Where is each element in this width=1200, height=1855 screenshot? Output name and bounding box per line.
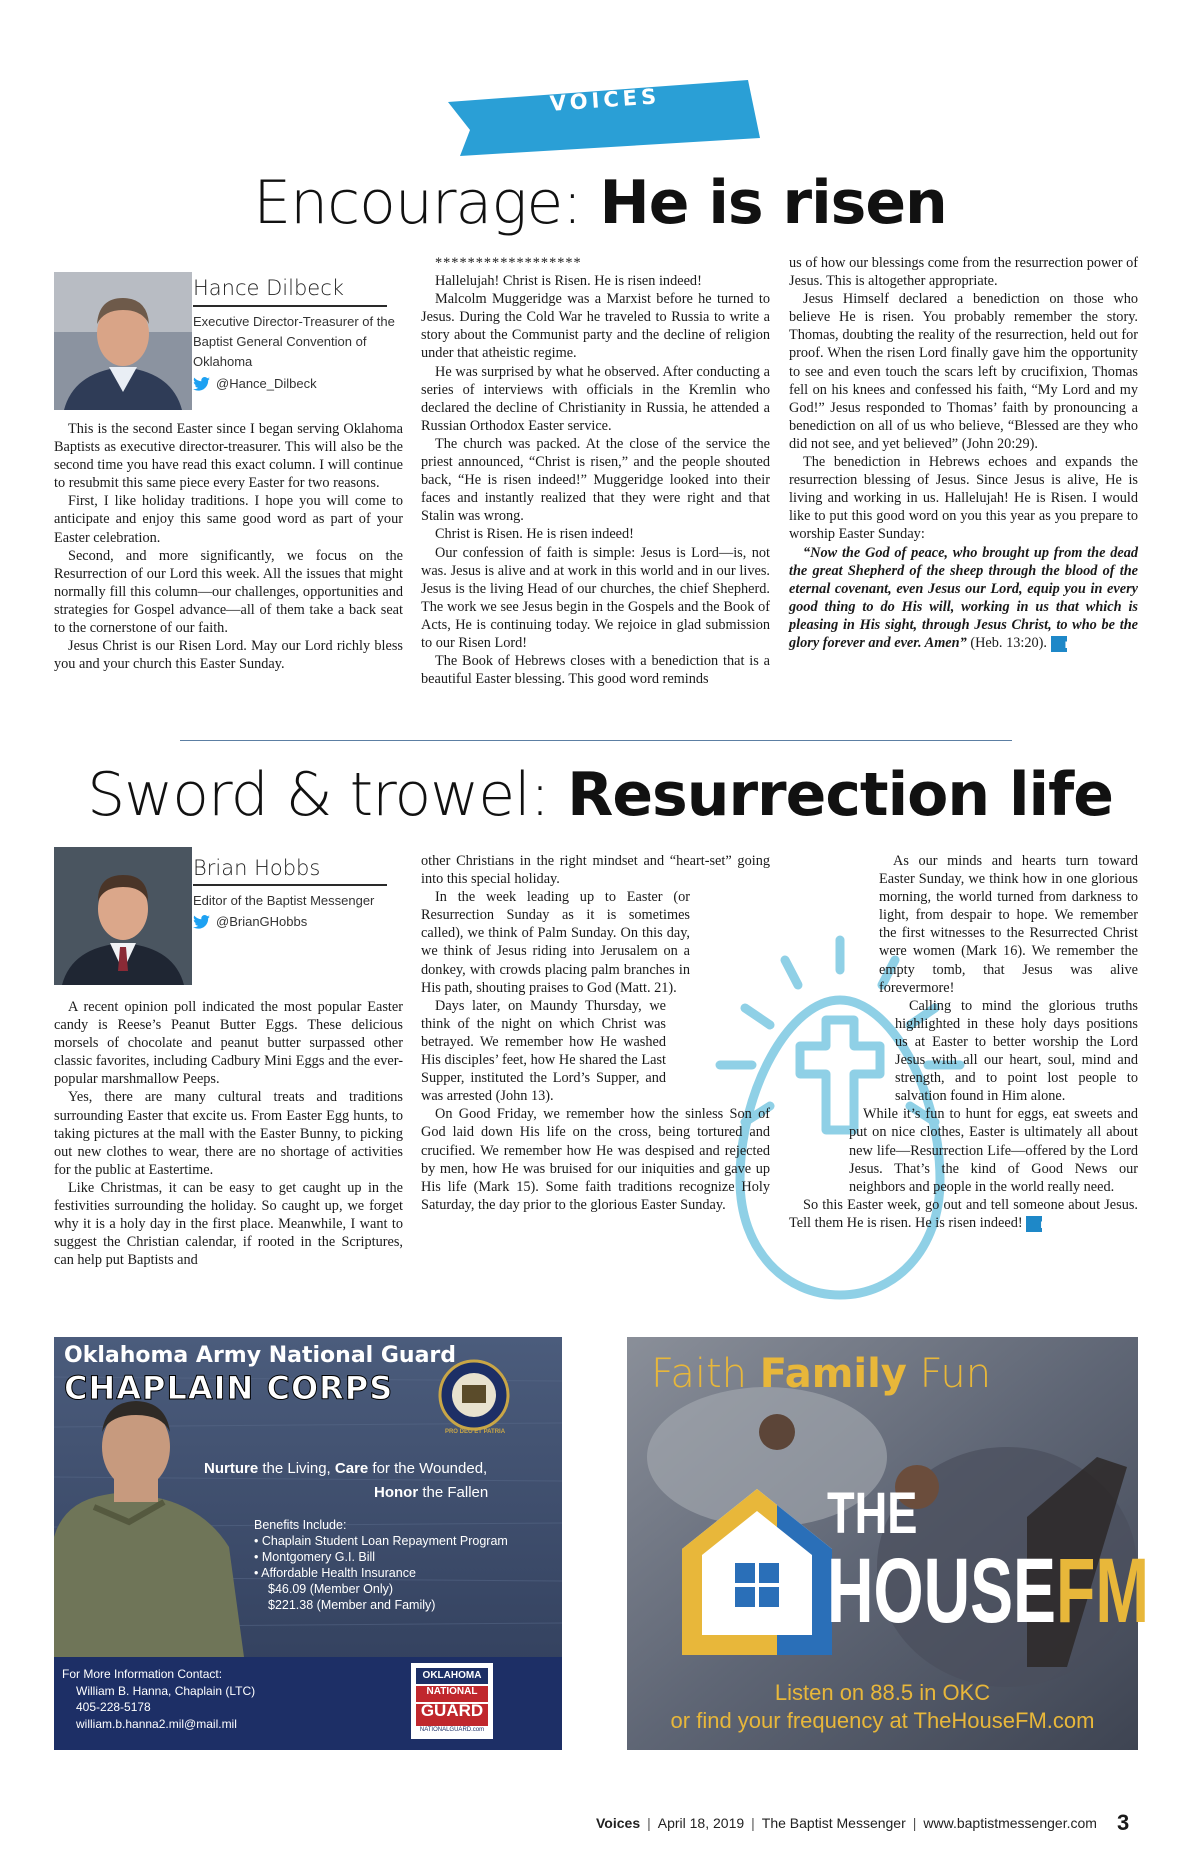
paragraph: Second, and more significantly, we focus on the Resurrection of our Lord this week. All the issues that might normally fill this column—our challenges, opportunities and strategies for Gospel advance—all of them take a back seat to the cornerstone of our faith. xyxy=(54,547,403,637)
footer-date: April 18, 2019 xyxy=(657,1815,745,1831)
article1-column3 xyxy=(789,254,1138,652)
ad-house-brand xyxy=(827,1540,1150,1642)
article1-column2 xyxy=(421,254,770,688)
endmark-icon: m xyxy=(1051,636,1067,652)
ad-guard-logo xyxy=(416,1668,488,1722)
author1-twitter-handle: @Hance_Dilbeck xyxy=(216,376,317,391)
ad-guard-header1: Oklahoma Army National Guard xyxy=(64,1343,457,1368)
article2-headline xyxy=(0,760,1200,830)
benefit-item: $46.09 (Member Only) xyxy=(268,1582,394,1596)
ad-house-listen xyxy=(627,1679,1138,1735)
article1-headline-bold: He is risen xyxy=(599,168,947,238)
logo-line: NATIONAL xyxy=(426,1686,478,1697)
paragraph: other Christians in the right mindset and “heart-set” going into this special holiday. xyxy=(421,853,770,888)
paragraph: Days later, on Maundy Thursday, we think of the night on which Christ was betrayed. We remember how He washed His disciples’ feet, how He shared the Last Supper, instituted the Lord’s Supper, and was arrested (John 13). xyxy=(421,997,666,1105)
brand-house: HOUSE xyxy=(827,1540,1057,1642)
tag-care: Care xyxy=(334,1460,369,1477)
twitter-icon xyxy=(193,915,210,929)
separator-asterisks: ****************** xyxy=(435,255,582,271)
article2-headline-bold: Resurrection life xyxy=(567,760,1113,830)
benefit-item: $221.38 (Member and Family) xyxy=(268,1598,436,1612)
logo-line: OKLAHOMA xyxy=(422,1670,482,1681)
tag-honor: Honor xyxy=(374,1484,419,1501)
author2-twitter[interactable] xyxy=(193,914,307,929)
tag-nurture: Nurture xyxy=(204,1460,259,1477)
paragraph: Our confession of faith is simple: Jesus is Lord—is, not was. Jesus is alive and at work in this world and in our lives. Jesus is the living Head of our churches, the chief Shepherd. The work we see Jesus begin in the Gospels and the Book of Acts, He is continuing today. We rejoice in glad submission to our Risen Lord! xyxy=(421,544,770,651)
article2-column2 xyxy=(421,852,770,1214)
section-divider xyxy=(180,740,1012,741)
author1-name: Hance Dilbeck xyxy=(193,276,344,300)
article2-column1 xyxy=(54,998,403,1269)
author1-rule xyxy=(193,305,387,307)
scripture-reference: (Heb. 13:20). xyxy=(970,634,1047,651)
paragraph: Calling to mind the glorious truths highlighted in these holy days positions us at Easter to better worship the Lord Jesus with all our heart, soul, mind and strength, and to point lost people to salvation found in Him alone. xyxy=(895,997,1138,1105)
scripture-quote xyxy=(789,544,1138,653)
paragraph: On Good Friday, we remember how the sinless Son of God laid down His life on the cross, being tortured and crucified. We remember how He was despised and rejected by men, how He was bruised for our iniquities and gave up His life (Mark 15). Some faith traditions recognize Holy Saturday, the day prior to the glorious Easter Sunday. xyxy=(421,1106,770,1213)
author2-headshot xyxy=(54,847,192,985)
footer-url[interactable]: www.baptistmessenger.com xyxy=(923,1815,1097,1831)
twitter-icon xyxy=(193,377,210,391)
paragraph: Jesus Himself declared a benediction on those who believe He is risen. You probably remember the story. Thomas, doubting the reality of the resurrection, held out for proof. When the risen Lord finally gave him the opportunity to see and even touch the scars left by crucifixion, Thomas fell on his knees and confessed his faith, “My Lord and my God!” Jesus responded to Thomas’ faith by pronouncing a benediction on all of us who believe, “Blessed are they who did not see, and yet believed” (John 20:29). xyxy=(789,291,1138,452)
paragraph: Like Christmas, it can be easy to get caught up in the festivities surrounding the holiday. So caught up, we forget why it is a holy day in the first place. Meanwhile, I want to suggest the Christian calendar, if rooted in the Scriptures, can help put Baptists and xyxy=(54,1179,403,1269)
paragraph: Yes, there are many cultural treats and traditions surrounding Easter that excite us. From Easter Egg hunts, to taking pictures at the mall with the Easter Bunny, to picking out new clothes to wear, there are no shortage of activities for the public at Eastertime. xyxy=(54,1089,403,1178)
brand-fm: FM xyxy=(1056,1540,1150,1642)
author2-rule xyxy=(193,884,387,886)
tagline-faith: Faith xyxy=(651,1351,760,1397)
benefit-item: • Montgomery G.I. Bill xyxy=(254,1550,376,1564)
article2-column3 xyxy=(789,852,1138,1232)
benefits-title: Benefits Include: xyxy=(254,1518,347,1532)
section-banner-label: VOICES xyxy=(549,84,661,116)
contact-name: William B. Hanna, Chaplain (LTC) xyxy=(76,1683,256,1698)
page-footer: Voices | April 18, 2019 | The Baptist Messenger | www.baptistmessenger.com xyxy=(596,1815,1097,1831)
paragraph: The church was packed. At the close of the service the priest announced, “Christ is risen,” and the people shouted back, “He is risen indeed!” Muggeridge looked into their faces and instantly realized that they were right and that Stalin was wrong. xyxy=(421,435,770,525)
paragraph: Jesus Christ is our Risen Lord. May our Lord richly bless you and your church this Easter Sunday. xyxy=(54,638,403,673)
paragraph-text: So this Easter week, go out and tell someone about Jesus. Tell them He is risen. He is risen indeed! xyxy=(789,1196,1138,1231)
ad-guard-seal-text: PRO DEO ET PATRIA xyxy=(444,1429,506,1435)
tag-living: the Living, xyxy=(258,1460,335,1477)
ad-house-tagline xyxy=(651,1351,991,1397)
tagline-family: Family xyxy=(759,1351,907,1397)
author1-headshot xyxy=(54,272,192,410)
paragraph: The benediction in Hebrews echoes and expands the resurrection blessing of Jesus. Since Jesus is alive, He is living and working in us. Hallelujah! He is Risen. I would like to put this good word on you this year as you prepare to worship Easter Sunday: xyxy=(789,454,1138,543)
tagline-fun: Fun xyxy=(906,1351,992,1397)
paragraph: This is the second Easter since I began serving Oklahoma Baptists as executive director-treasurer. This will also be the second time you have read this exact column. I will continue to resubmit this same piece every Easter for two reasons. xyxy=(54,421,403,492)
ad-house-fm[interactable] xyxy=(627,1337,1150,1750)
paragraph: Malcolm Muggeridge was a Marxist before he turned to Jesus. During the Cold War he traveled to Russia to write a story about the Communist party and the decline of religion under that atheistic regime. xyxy=(421,291,770,362)
tag-fallen: the Fallen xyxy=(418,1484,489,1501)
footer-publication: The Baptist Messenger xyxy=(761,1815,906,1831)
logo-line: GUARD xyxy=(420,1701,484,1720)
paragraph: As our minds and hearts turn toward Easter Sunday, we think how in one glorious morning, the world turned from darkness to light, from despair to hope. We remember the first witnesses to the Resurrected Christ were women (Mark 16). We remember the empty tomb, that Jesus was alive forevermore! xyxy=(879,853,1138,996)
paragraph: The Book of Hebrews closes with a benediction that is a beautiful Easter blessing. This good word reminds xyxy=(421,653,770,688)
footer-section: Voices xyxy=(596,1815,641,1831)
benefit-item: • Affordable Health Insurance xyxy=(254,1566,416,1580)
tag-wounded: for the Wounded, xyxy=(368,1460,488,1477)
contact-email[interactable]: william.b.hanna2.mil@mail.mil xyxy=(76,1716,237,1731)
scripture-quote-text: “Now the God of peace, who brought up from the dead the great Shepherd of the sheep through the blood of the eternal covenant, even Jesus our Lord, equip you in every good thing to do His will, working in us that which is pleasing in His sight, through Jesus Christ, to who be the glory forever and ever. Amen” xyxy=(789,544,1138,651)
ad-guard-tagline xyxy=(204,1457,514,1505)
article1-column1 xyxy=(54,420,403,673)
ad-guard-logo-url: NATIONALGUARD.com xyxy=(419,1727,485,1733)
paragraph: us of how our blessings come from the resurrection power of Jesus. This is altogether appropriate. xyxy=(789,255,1138,290)
paragraph: Christ is Risen. He is risen indeed! xyxy=(435,526,634,543)
paragraph: While it’s fun to hunt for eggs, eat sweets and put on nice clothes, Easter is ultimately all about new life—Resurrection Life—offered by the Lord Jesus. That’s the kind of Good News our neighbors and people in the world really need. xyxy=(849,1106,1138,1195)
ad-guard-header2: CHAPLAIN CORPS xyxy=(64,1369,394,1407)
author1-title: Executive Director-Treasurer of the Baptist General Convention of Oklahoma xyxy=(193,314,395,369)
contact-phone[interactable]: 405-228-5178 xyxy=(76,1700,151,1714)
article1-headline xyxy=(0,168,1200,238)
listen-url[interactable]: or find your frequency at TheHouseFM.com xyxy=(670,1708,1095,1733)
paragraph xyxy=(789,1196,1138,1232)
contact-heading: For More Information Contact: xyxy=(62,1667,223,1681)
listen-line: Listen on 88.5 in OKC xyxy=(774,1680,991,1705)
paragraph: First, I like holiday traditions. I hope you will come to anticipate and enjoy this same good word as part of your Easter celebration. xyxy=(54,493,403,546)
paragraph: In the week leading up to Easter (or Resurrection Sunday as it is sometimes called), we think of Palm Sunday. On this day, we think of Jesus riding into Jerusalem on a donkey, with crowds placing palm branches in His path, shouting praises to God (Matt. 21). xyxy=(421,889,690,996)
benefit-item: • Chaplain Student Loan Repayment Program xyxy=(254,1534,508,1548)
author2-title: Editor of the Baptist Messenger xyxy=(193,893,375,908)
ad-guard-benefits xyxy=(254,1517,508,1613)
ad-national-guard[interactable] xyxy=(54,1337,562,1750)
paragraph: He was surprised by what he observed. After conducting a series of interviews with officials in the Kremlin who declared the decline of Christianity in Russia, he attended a Russian Orthodox Easter service. xyxy=(421,363,770,434)
paragraph: A recent opinion poll indicated the most popular Easter candy is Reese’s Peanut Butter Eggs. These delicious morsels of chocolate and peanut butter surpassed other classic favorites, including Cadbury Mini Eggs and the ever-popular marshmallow Peeps. xyxy=(54,999,403,1088)
author1-twitter[interactable] xyxy=(193,376,317,391)
article1-headline-light: Encourage: xyxy=(253,168,600,238)
ad-house-brand-the: THE xyxy=(827,1481,918,1546)
paragraph: Hallelujah! Christ is Risen. He is risen indeed! xyxy=(435,273,702,290)
page-number: 3 xyxy=(1117,1810,1130,1835)
author2-twitter-handle: @BrianGHobbs xyxy=(216,914,308,929)
article2-headline-light: Sword & trowel: xyxy=(87,760,568,830)
author2-name: Brian Hobbs xyxy=(193,856,321,880)
ad-guard-contact xyxy=(62,1666,255,1732)
endmark-icon: m xyxy=(1026,1216,1042,1232)
